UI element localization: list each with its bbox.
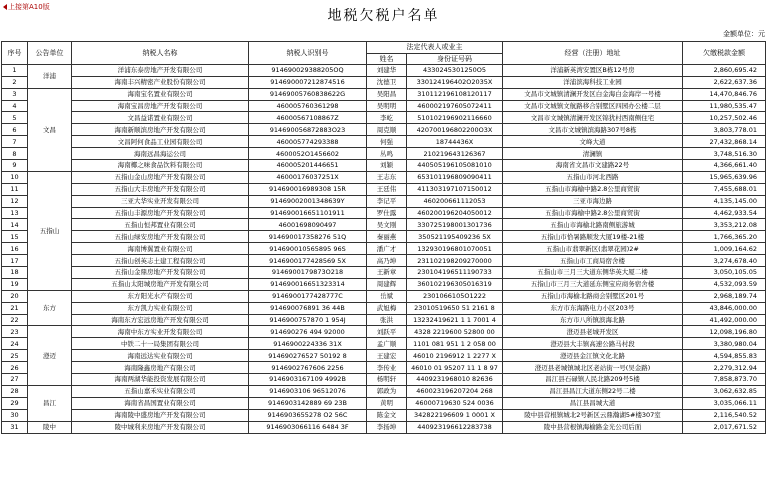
row-address: 五指山市海榆中路2.8公里商贸街: [503, 183, 683, 195]
row-name: 海南丰兴精密产业股份有限公司: [72, 76, 249, 88]
row-seq: 10: [2, 171, 28, 183]
row-address: 文昌市文城镇清澜开发区白金海白金海岸一号楼: [503, 88, 683, 100]
row-rep-name: 吴阳昌: [367, 88, 407, 100]
header-unit: 公告单位: [28, 42, 72, 65]
row-rep-name: 王建宏: [367, 350, 407, 362]
header-name: 纳税人名称: [72, 42, 249, 65]
row-rep-id: 4409231968010 82636: [407, 374, 503, 386]
table-row: [2, 136, 766, 148]
row-rep-name: 黄明: [367, 397, 407, 409]
row-rep-name: 吴明明: [367, 100, 407, 112]
row-seq: 19: [2, 278, 28, 290]
row-tax-id: 914690017358276 51Q: [249, 231, 367, 243]
row-rep-name: 刘建华: [367, 64, 407, 76]
row-seq: 9: [2, 160, 28, 172]
table-row: [2, 255, 766, 267]
row-tax-id: 9146900177428777C: [249, 290, 367, 302]
header-address: 经营（注册）地址: [503, 42, 683, 65]
row-rep-name: 何强: [367, 136, 407, 148]
row-rep-name: 王志东: [367, 171, 407, 183]
table-row: [2, 397, 766, 409]
row-amount: 4,532,093.59: [683, 278, 766, 290]
unit-label: 金额单位：元: [723, 30, 765, 38]
group-unit: 昌江: [28, 385, 72, 421]
table-row: [2, 338, 766, 350]
row-address: 清澜镇: [503, 148, 683, 160]
row-address: 海南省文昌市文建路22号: [503, 160, 683, 172]
table-row: [2, 88, 766, 100]
row-rep-id: 210219643126367: [407, 148, 503, 160]
row-rep-id: 411303197107150012: [407, 183, 503, 195]
table-row: [2, 171, 766, 183]
row-rep-id: 310112196108120117: [407, 88, 503, 100]
row-rep-id: 360102196305016319: [407, 278, 503, 290]
row-name: 三亚大华实业开发有限公司: [72, 195, 249, 207]
row-rep-name: 沈德卫: [367, 76, 407, 88]
row-tax-id: 46000176037251X: [249, 171, 367, 183]
table-row: [2, 350, 766, 362]
row-rep-id: 231102198209270000: [407, 255, 503, 267]
row-tax-id: 914690276527 50192 8: [249, 350, 367, 362]
row-name: 五指山绿安房地产开发有限公司: [72, 231, 249, 243]
row-name: 文昌益诺置业有限公司: [72, 112, 249, 124]
row-address: 文峰大道: [503, 136, 683, 148]
row-tax-id: 9146903167109 4992B: [249, 374, 367, 386]
row-address: 文昌市文城镇滨海路307号8栋: [503, 124, 683, 136]
table-row: [2, 409, 766, 421]
row-rep-id: 420700196802200O3X: [407, 124, 503, 136]
row-name: 海南宝名置业有限公司: [72, 88, 249, 100]
row-rep-name: 周克顺: [367, 124, 407, 136]
row-address: 东方市东海路电力小区203号: [503, 302, 683, 314]
row-rep-name: 李屹: [367, 112, 407, 124]
tax-arrears-table: [1, 41, 766, 434]
row-amount: 41,492,000.00: [683, 314, 766, 326]
row-rep-id: 46010 2196912 1 2277 X: [407, 350, 503, 362]
row-name: 洋浦东泰房地产开发有限公司: [72, 64, 249, 76]
row-amount: 7,858,873.70: [683, 374, 766, 386]
row-amount: 4,366,661.40: [683, 160, 766, 172]
row-seq: 6: [2, 124, 28, 136]
row-tax-id: 460005201446651: [249, 160, 367, 172]
table-row: [2, 267, 766, 279]
row-tax-id: 914690016989308 15R: [249, 183, 367, 195]
row-seq: 18: [2, 267, 28, 279]
row-address: 五指山市翡翠新区(翡翠花园)2#: [503, 243, 683, 255]
row-rep-id: 23010519650 51 2161 8: [407, 302, 503, 314]
row-tax-id: 46001698090497: [249, 219, 367, 231]
row-rep-id: 440923196612283738: [407, 421, 503, 433]
row-amount: 2,017,671.52: [683, 421, 766, 433]
table-row: [2, 421, 766, 433]
row-address: 五指山市海榆中路2.8公里商贸街: [503, 207, 683, 219]
group-unit: 文昌: [28, 88, 72, 171]
row-amount: 2,968,189.74: [683, 290, 766, 302]
row-rep-id: 510102196902116660: [407, 112, 503, 124]
row-rep-id: 460200196204050012: [407, 207, 503, 219]
row-name: 五指山创英志土建工程有限公司: [72, 255, 249, 267]
row-amount: 3,050,105.05: [683, 267, 766, 279]
row-rep-name: 王廷伟: [367, 183, 407, 195]
header-rep-id: 身份证号码: [407, 53, 503, 64]
row-tax-id: 9146900224336 31X: [249, 338, 367, 350]
row-rep-id: 460002197605072411: [407, 100, 503, 112]
table-row: [2, 76, 766, 88]
row-tax-id: 9146900757870 1 954J: [249, 314, 367, 326]
row-address: 洋浦新英湾安置区B栋12号房: [503, 64, 683, 76]
row-tax-id: 914690056872883O23: [249, 124, 367, 136]
row-amount: 2,279,312.94: [683, 362, 766, 374]
row-rep-id: 4328 2219600 52800 00: [407, 326, 503, 338]
row-address: 陵中县营根镇海榆路金光公司后面: [503, 421, 683, 433]
row-amount: 15,965,639.96: [683, 171, 766, 183]
row-address: 洋浦滨海科技工业园: [503, 76, 683, 88]
table-row: [2, 195, 766, 207]
row-tax-id: 9146900179873O218: [249, 267, 367, 279]
row-rep-id: 330124196402O2035X: [407, 76, 503, 88]
row-address: 澄迈县老城镇城北区老站街一号(吴金路): [503, 362, 683, 374]
row-rep-name: 岳斌: [367, 290, 407, 302]
row-seq: 5: [2, 112, 28, 124]
table-row: [2, 290, 766, 302]
row-amount: 4,594,855.83: [683, 350, 766, 362]
table-row: [2, 302, 766, 314]
group-unit: 洋浦: [28, 64, 72, 88]
row-amount: 3,353,212.08: [683, 219, 766, 231]
row-name: 海南新顺滨房地产开发有限公司: [72, 124, 249, 136]
row-amount: 4,135,145.00: [683, 195, 766, 207]
row-tax-id: 91469005760838622G: [249, 88, 367, 100]
table-row: [2, 124, 766, 136]
row-rep-id: 653101196809090411: [407, 171, 503, 183]
row-name: 海南远昌海运公司: [72, 148, 249, 160]
row-name: 中铁二十一局集团有限公司: [72, 338, 249, 350]
row-address: 文昌市文城镇文航路移合别墅区四园办公楼二层: [503, 100, 683, 112]
row-seq: 24: [2, 338, 28, 350]
row-name: 五指山恒邦置业有限公司: [72, 219, 249, 231]
row-tax-id: 460005774293388: [249, 136, 367, 148]
row-seq: 1: [2, 64, 28, 76]
row-seq: 4: [2, 100, 28, 112]
row-name: 东方阳光水产有限公司: [72, 290, 249, 302]
row-address: 东方市八所镇滨海北路: [503, 314, 683, 326]
row-rep-name: 陈金文: [367, 409, 407, 421]
row-name: 五指山金山房地产开发有限公司: [72, 171, 249, 183]
row-name: 海南博翼置业有限公司: [72, 243, 249, 255]
header-amount: 欠缴税款金额: [683, 42, 766, 65]
row-rep-id: 342822196609 1 0001 X: [407, 409, 503, 421]
group-unit: 澄迈: [28, 326, 72, 385]
row-amount: 43,846,000.00: [683, 302, 766, 314]
row-seq: 29: [2, 397, 28, 409]
header-seq: 序号: [2, 42, 28, 65]
row-rep-id: 350521195409236 5X: [407, 231, 503, 243]
row-rep-id: 4330245301250O5: [407, 64, 503, 76]
row-amount: 4,462,933.54: [683, 207, 766, 219]
row-tax-id: 46000567108867Z: [249, 112, 367, 124]
row-rep-id: 460023196207204 268: [407, 385, 503, 397]
row-amount: 3,274,678.40: [683, 255, 766, 267]
row-amount: 11,980,535.47: [683, 100, 766, 112]
table-row: [2, 160, 766, 172]
row-tax-id: 9146903066116 6484 3F: [249, 421, 367, 433]
row-rep-name: 秦丽燕: [367, 231, 407, 243]
row-amount: 27,432,868.14: [683, 136, 766, 148]
row-rep-id: 2301066105O1222: [407, 290, 503, 302]
row-name: 海南远达实业有限公司: [72, 350, 249, 362]
row-address: 昌江县石碌镇人民北路209号5楼: [503, 374, 683, 386]
row-seq: 23: [2, 326, 28, 338]
row-seq: 11: [2, 183, 28, 195]
table-row: [2, 243, 766, 255]
row-rep-name: 李传业: [367, 362, 407, 374]
row-amount: 1,766,365.20: [683, 231, 766, 243]
row-rep-id: 13232419621 1 1 7001 4: [407, 314, 503, 326]
page-title: 地税欠税户名单: [327, 8, 440, 24]
row-address: 澄迈县老城开发区: [503, 326, 683, 338]
back-link-label: 上接第A10版: [8, 3, 50, 11]
row-tax-id: 914690076891 36 44B: [249, 302, 367, 314]
row-rep-name: 孟广顺: [367, 338, 407, 350]
row-rep-name: 王新章: [367, 267, 407, 279]
row-name: 陵中城利来房地产开发有限公司: [72, 421, 249, 433]
row-seq: 20: [2, 290, 28, 302]
row-name: 海南省昌国置业有限公司: [72, 397, 249, 409]
row-seq: 28: [2, 385, 28, 397]
group-unit: 东方: [28, 290, 72, 326]
row-address: 五指山市工商局宿舍楼: [503, 255, 683, 267]
row-rep-id: 46010 01 95207 11 1 8 97: [407, 362, 503, 374]
table-row: [2, 100, 766, 112]
row-amount: 14,470,846.76: [683, 88, 766, 100]
row-name: 海南隆鑫房地产有限公司: [72, 362, 249, 374]
row-name: 五指山嘉禾实业有限公司: [72, 385, 249, 397]
table-row: [2, 64, 766, 76]
row-name: 海南东方宏远房地产开发有限公司: [72, 314, 249, 326]
row-address: 澄迈县金江镇文化北路: [503, 350, 683, 362]
row-address: 陵中县营根镇城北2号新区云鼎瀚湖5#楼307室: [503, 409, 683, 421]
row-seq: 14: [2, 219, 28, 231]
row-seq: 30: [2, 409, 28, 421]
table-row: [2, 148, 766, 160]
row-amount: 2,622,637.36: [683, 76, 766, 88]
row-seq: 25: [2, 350, 28, 362]
row-rep-name: 刘跃平: [367, 326, 407, 338]
row-rep-name: 杨明轩: [367, 374, 407, 386]
row-name: 五指山丰源房地产开发有限公司: [72, 207, 249, 219]
row-amount: 2,860,695.42: [683, 64, 766, 76]
row-address: 五指山市海榆北路南侧旅游城: [503, 219, 683, 231]
header-tax-id: 纳税人识别号: [249, 42, 367, 65]
row-seq: 21: [2, 302, 28, 314]
row-address: 五指山市海榆北路商会别墅区201号: [503, 290, 683, 302]
row-name: 海南中东方实业开发有限公司: [72, 326, 249, 338]
row-tax-id: 914690029388205OQ: [249, 64, 367, 76]
row-rep-name: 郭政为: [367, 385, 407, 397]
row-address: 五指山市恰暑路顺发大厦19楼-21楼: [503, 231, 683, 243]
row-tax-id: 9146903655278 O2 56C: [249, 409, 367, 421]
row-rep-id: 460200661112053: [407, 195, 503, 207]
row-seq: 26: [2, 362, 28, 374]
row-name: 五指山金鼎房地产开发有限公司: [72, 267, 249, 279]
row-rep-name: 高乃坤: [367, 255, 407, 267]
row-address: 五指山市三月三大道东侧华英大厦二楼: [503, 267, 683, 279]
table-row: [2, 231, 766, 243]
table-body: [2, 64, 766, 433]
row-address: 昌江县昌城大道: [503, 397, 683, 409]
header-rep-name: 姓名: [367, 53, 407, 64]
row-seq: 31: [2, 421, 28, 433]
row-name: 海南陵中盛房地产开发有限公司: [72, 409, 249, 421]
row-rep-id: 330725198001301736: [407, 219, 503, 231]
row-seq: 13: [2, 207, 28, 219]
row-rep-name: 吴文刚: [367, 219, 407, 231]
row-amount: 10,257,502.46: [683, 112, 766, 124]
row-seq: 15: [2, 231, 28, 243]
row-tax-id: 9146903106 96512076: [249, 385, 367, 397]
row-seq: 27: [2, 374, 28, 386]
row-rep-id: 46000719630 524 0036: [407, 397, 503, 409]
row-seq: 12: [2, 195, 28, 207]
row-tax-id: 914690016651101911: [249, 207, 367, 219]
row-seq: 8: [2, 148, 28, 160]
row-name: 海南两湖华能投资发展有限公司: [72, 374, 249, 386]
row-rep-id: 230104196511190733: [407, 267, 503, 279]
row-tax-id: 91469002001348639Y: [249, 195, 367, 207]
group-unit: 五指山: [28, 171, 72, 290]
row-tax-id: 914690007212874516: [249, 76, 367, 88]
row-tax-id: 9146902767606 2256: [249, 362, 367, 374]
row-rep-name: 张洪: [367, 314, 407, 326]
table-row: [2, 374, 766, 386]
row-amount: 1,009,164.62: [683, 243, 766, 255]
table-row: [2, 278, 766, 290]
row-tax-id: 460005760361298: [249, 100, 367, 112]
row-address: 澄迈县大丰镇高速公路马村段: [503, 338, 683, 350]
row-name: 文昌阿何食品工业园有限公司: [72, 136, 249, 148]
row-tax-id: 914690010565895 96S: [249, 243, 367, 255]
row-rep-name: 周建辉: [367, 278, 407, 290]
table-row: [2, 112, 766, 124]
row-address: 五指山市三月三大道延东侧宝应商务宿舍楼: [503, 278, 683, 290]
row-amount: 3,380,980.04: [683, 338, 766, 350]
table-row: [2, 385, 766, 397]
table-row: [2, 207, 766, 219]
row-rep-name: 潘广才: [367, 243, 407, 255]
row-amount: 7,455,688.01: [683, 183, 766, 195]
row-rep-name: 李扬坤: [367, 421, 407, 433]
row-address: 三亚市海边路: [503, 195, 683, 207]
row-seq: 3: [2, 88, 28, 100]
row-rep-id: 1101 081 951 1 2 058 00: [407, 338, 503, 350]
row-amount: 2,116,540.52: [683, 409, 766, 421]
row-name: 海南宝昌房地产开发有限公司: [72, 100, 249, 112]
row-name: 东方凯力实业有限公司: [72, 302, 249, 314]
table-row: [2, 326, 766, 338]
row-seq: 2: [2, 76, 28, 88]
table-row: [2, 219, 766, 231]
row-rep-id: 132930196801070051: [407, 243, 503, 255]
row-tax-id: 4600052O1456602: [249, 148, 367, 160]
row-rep-name: 罗仕露: [367, 207, 407, 219]
header-rep-group: 法定代表人或业主: [367, 42, 503, 54]
group-unit: 陵中: [28, 421, 72, 433]
row-amount: 3,748,516.30: [683, 148, 766, 160]
row-name: 五指山太阳城房地产开发有限公司: [72, 278, 249, 290]
row-amount: 3,035,066.11: [683, 397, 766, 409]
row-rep-name: 武旭梅: [367, 302, 407, 314]
row-amount: 3,803,778.01: [683, 124, 766, 136]
row-tax-id: 9146900177428569 5X: [249, 255, 367, 267]
row-name: 五指山大丰房地产开发有限公司: [72, 183, 249, 195]
row-amount: 12,098,196.80: [683, 326, 766, 338]
row-address: 五指山市河北西路: [503, 171, 683, 183]
row-name: 海南椰之味食品饮料有限公司: [72, 160, 249, 172]
row-amount: 3,062,632.85: [683, 385, 766, 397]
row-address: 文昌市文城镇清澜开发区锦犹村西南侧住宅: [503, 112, 683, 124]
row-seq: 7: [2, 136, 28, 148]
row-seq: 16: [2, 243, 28, 255]
row-seq: 17: [2, 255, 28, 267]
table-row: [2, 183, 766, 195]
row-rep-name: 李记平: [367, 195, 407, 207]
table-row: [2, 314, 766, 326]
row-seq: 22: [2, 314, 28, 326]
row-address: 昌江县昌江大道东侧22号二楼: [503, 385, 683, 397]
row-rep-name: 丛鸣: [367, 148, 407, 160]
row-rep-id: 440505196105081010: [407, 160, 503, 172]
row-rep-name: 刘颖: [367, 160, 407, 172]
row-tax-id: 914690276 494 92000: [249, 326, 367, 338]
row-tax-id: 9146903142889 69 23B: [249, 397, 367, 409]
row-tax-id: 914690016651323314: [249, 278, 367, 290]
row-rep-id: 18744436X: [407, 136, 503, 148]
table-row: [2, 362, 766, 374]
